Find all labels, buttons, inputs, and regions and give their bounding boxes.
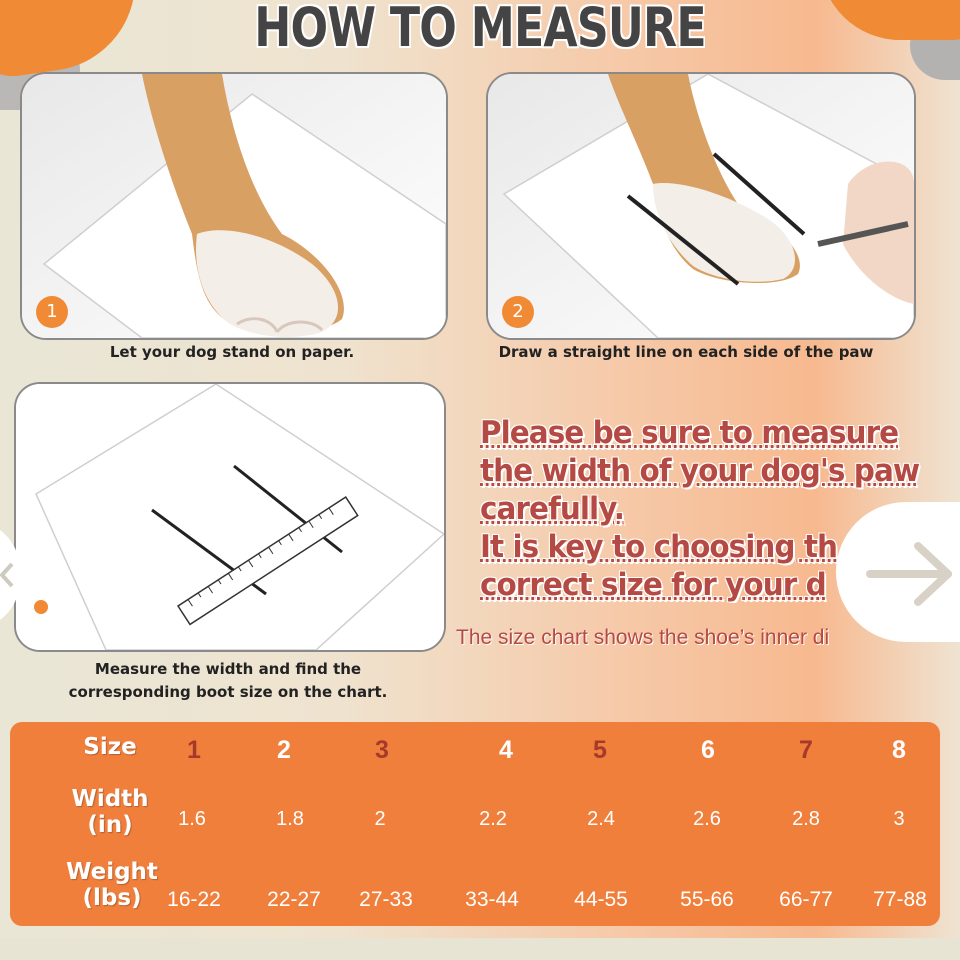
size-cell: 4 bbox=[499, 736, 513, 764]
step-1-caption: Let your dog stand on paper. bbox=[109, 343, 355, 361]
step-3-caption-line-1: Measure the width and find the bbox=[94, 660, 362, 678]
width-cell: 2.6 bbox=[693, 808, 721, 830]
step-2-caption: Draw a straight line on each side of the paw bbox=[498, 343, 874, 361]
step-3-caption-line-2: corresponding boot size on the chart. bbox=[68, 683, 388, 701]
width-cell: 3 bbox=[893, 808, 905, 830]
weight-cell: 44-55 bbox=[574, 888, 628, 911]
ruler-measure-illustration bbox=[16, 384, 444, 650]
weight-row-label bbox=[62, 859, 162, 911]
page-title: HOW TO MEASURE bbox=[254, 0, 706, 59]
step-3-caption bbox=[14, 658, 442, 704]
arrow-right-icon bbox=[866, 542, 956, 606]
weight-cell: 77-88 bbox=[873, 888, 927, 911]
size-cell: 3 bbox=[375, 736, 389, 764]
next-image-button[interactable] bbox=[836, 502, 960, 642]
size-cell: 1 bbox=[187, 736, 201, 764]
size-cell: 2 bbox=[277, 736, 291, 764]
width-label-line-2: (in) bbox=[87, 812, 133, 838]
size-cell: 8 bbox=[892, 736, 906, 764]
weight-label-line-2: (lbs) bbox=[82, 885, 142, 911]
step-3-badge bbox=[34, 600, 48, 614]
step-2-badge: 2 bbox=[502, 296, 534, 328]
draw-lines-illustration bbox=[488, 74, 914, 338]
width-row-label bbox=[70, 786, 150, 838]
step-2-image bbox=[486, 72, 916, 340]
width-cell: 1.6 bbox=[178, 808, 206, 830]
width-cell: 2 bbox=[374, 808, 386, 830]
size-cell: 5 bbox=[593, 736, 607, 764]
width-cell: 1.8 bbox=[276, 808, 304, 830]
size-cell: 6 bbox=[701, 736, 715, 764]
size-row-label: Size bbox=[83, 734, 137, 760]
weight-cell: 22-27 bbox=[267, 888, 321, 911]
size-chart-table bbox=[10, 722, 940, 926]
note-line-1: Please be sure to measure bbox=[480, 415, 899, 451]
weight-cell: 55-66 bbox=[680, 888, 734, 911]
bottom-strip bbox=[0, 938, 960, 960]
step-3-image bbox=[14, 382, 446, 652]
weight-cell: 27-33 bbox=[359, 888, 413, 911]
weight-label-line-1: Weight bbox=[66, 859, 158, 885]
width-cell: 2.8 bbox=[792, 808, 820, 830]
paw-on-paper-illustration bbox=[22, 74, 446, 338]
weight-cell: 33-44 bbox=[465, 888, 519, 911]
weight-cell: 16-22 bbox=[167, 888, 221, 911]
note-line-3: carefully. bbox=[480, 491, 624, 527]
note-line-4: It is key to choosing th bbox=[480, 529, 838, 565]
weight-cell: 66-77 bbox=[779, 888, 833, 911]
step-1-badge: 1 bbox=[36, 296, 68, 328]
step-1-image bbox=[20, 72, 448, 340]
inner-dimension-note: The size chart shows the shoe’s inner di bbox=[456, 626, 830, 649]
size-cell: 7 bbox=[799, 736, 813, 764]
width-label-line-1: Width bbox=[71, 786, 149, 812]
width-cell: 2.2 bbox=[479, 808, 507, 830]
arrow-left-icon bbox=[0, 560, 18, 590]
note-line-2: the width of your dog's paw bbox=[480, 453, 920, 489]
width-cell: 2.4 bbox=[587, 808, 615, 830]
note-line-5: correct size for your d bbox=[480, 567, 826, 603]
